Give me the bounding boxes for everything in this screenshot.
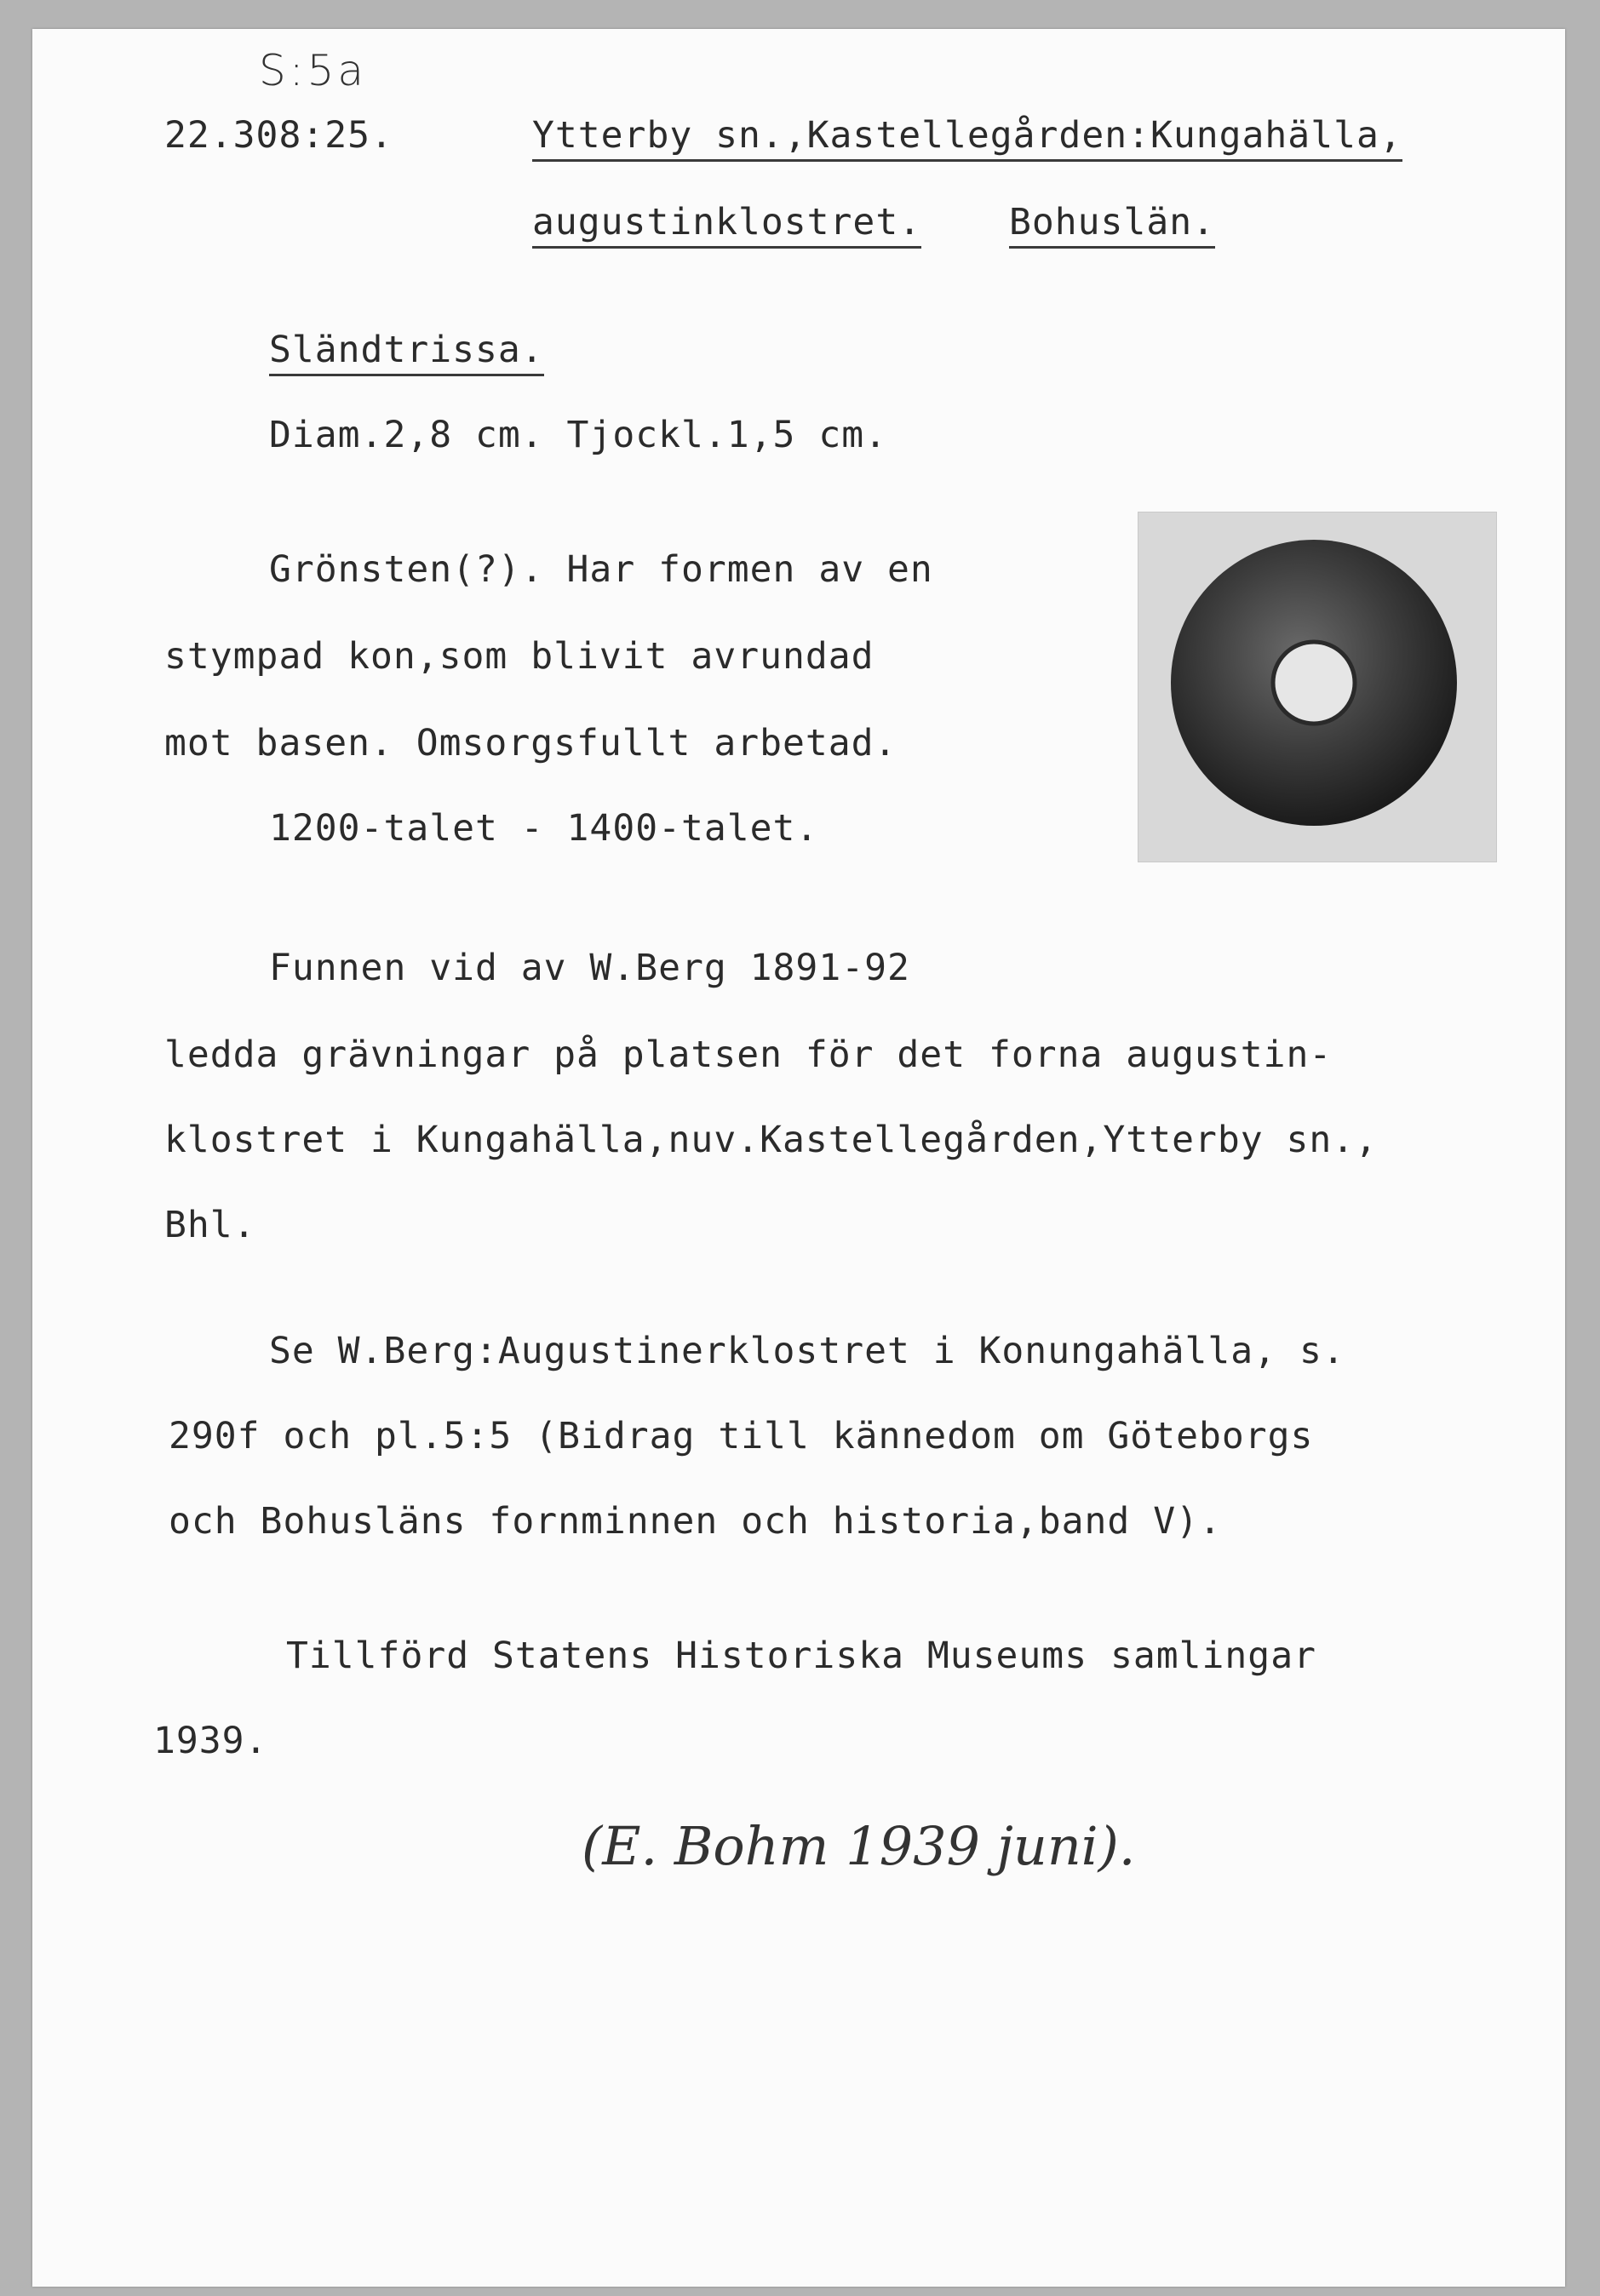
measurements: Diam.2,8 cm. Tjockl.1,5 cm. — [269, 414, 887, 456]
corner-note: S:5a — [259, 46, 368, 95]
catalog-number: 22.308:25. — [164, 114, 393, 157]
find-line: ledda grävningar på platsen för det forna augustin- — [164, 1033, 1333, 1076]
description-line: 1200-talet - 1400-talet. — [269, 807, 819, 850]
description-line: Grönsten(?). Har formen av en — [269, 548, 933, 591]
spindle-whorl-image — [1138, 512, 1496, 862]
location-line-2: augustinklostret. — [532, 204, 921, 249]
handwritten-signature: (E. Bohm 1939 juni). — [582, 1815, 1136, 1877]
find-line: Bhl. — [164, 1204, 256, 1246]
find-line: Funnen vid av W.Berg 1891-92 — [269, 947, 910, 989]
object-name: Sländtrissa. — [269, 332, 544, 376]
description-line: stympad kon,som blivit avrundad — [164, 635, 875, 678]
reference-line: 290f och pl.5:5 (Bidrag till kännedom om Göteborgs — [169, 1415, 1314, 1457]
accession-line: Tillförd Statens Historiska Museums samlingar — [286, 1635, 1316, 1677]
find-line: klostret i Kungahälla,nuv.Kastellegården,Ytterby sn., — [164, 1119, 1379, 1161]
spindle-whorl-photo — [1138, 512, 1497, 862]
reference-line: och Bohusläns fornminnen och historia,band V). — [169, 1500, 1222, 1543]
catalog-card — [32, 29, 1565, 2287]
location-line-1: Ytterby sn.,Kastellegården:Kungahälla, — [532, 117, 1402, 162]
reference-line: Se W.Berg:Augustinerklostret i Konungahälla, s. — [269, 1330, 1345, 1372]
description-line: mot basen. Omsorgsfullt arbetad. — [164, 722, 897, 764]
accession-line: 1939. — [153, 1720, 268, 1762]
location-region: Bohuslän. — [1009, 204, 1215, 249]
